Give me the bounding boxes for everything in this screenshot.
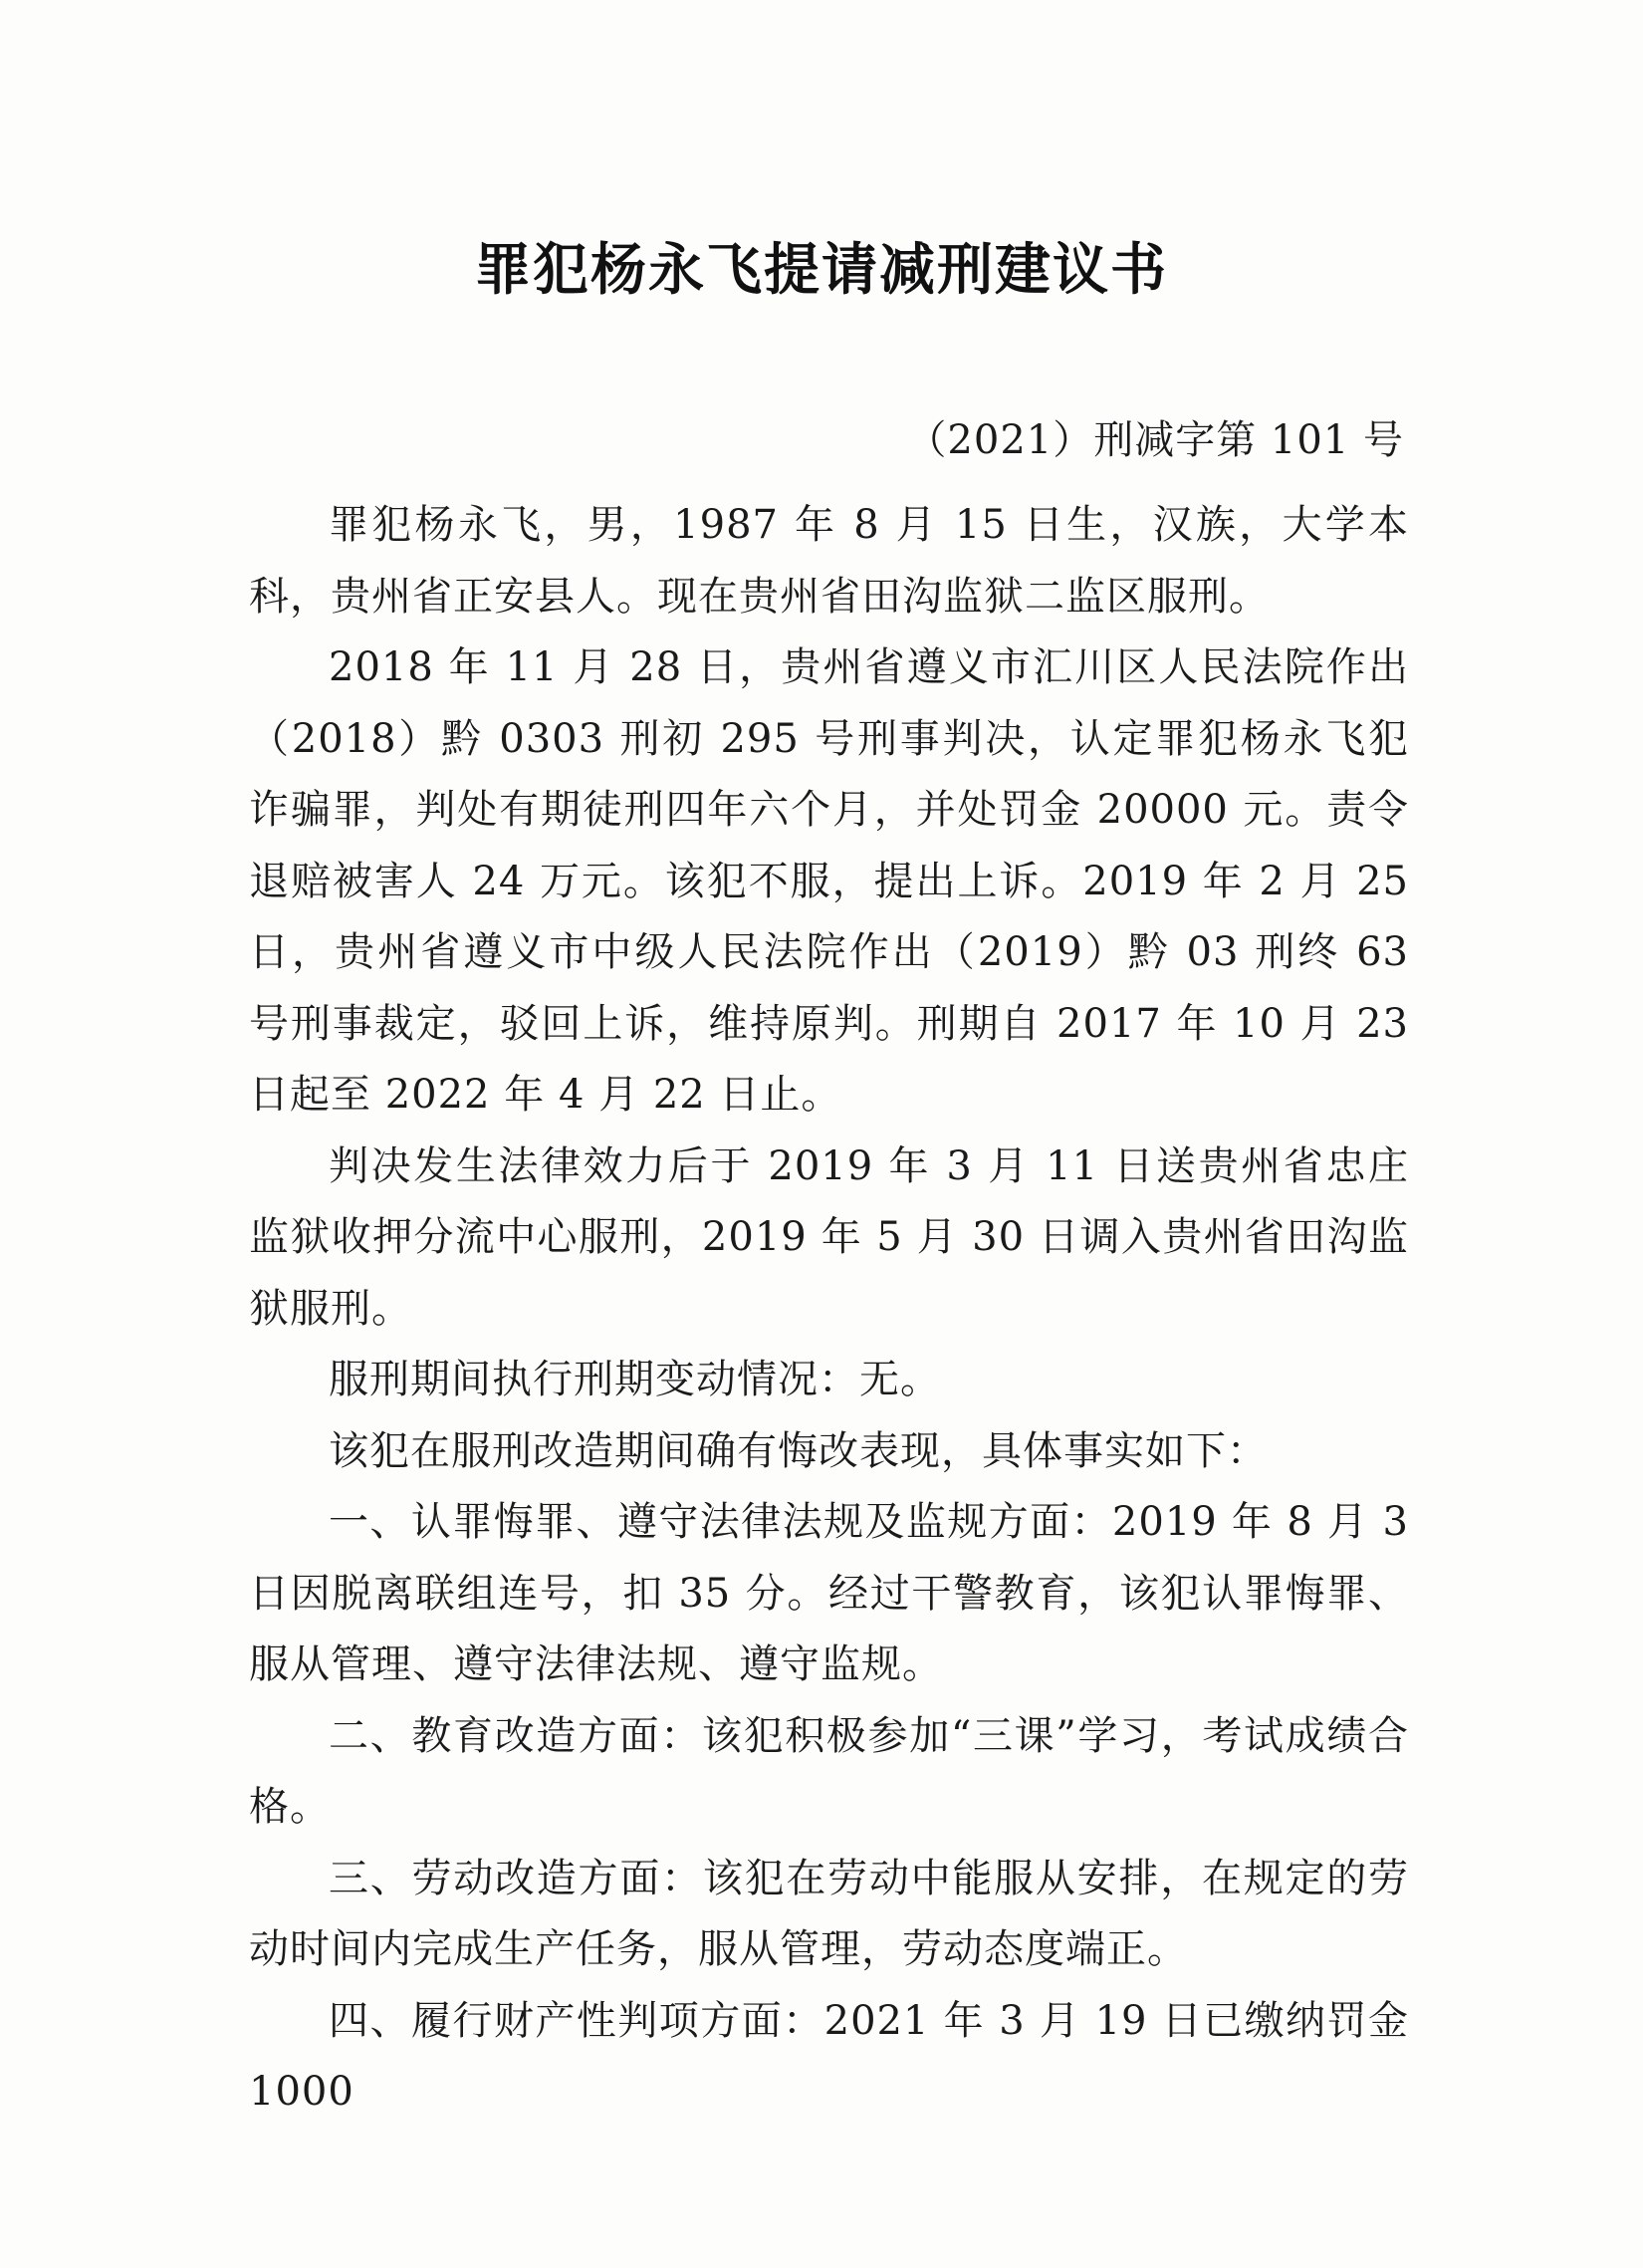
paragraph-item-2: 二、教育改造方面：该犯积极参加“三课”学习，考试成绩合格。: [249, 1712, 1409, 1830]
paragraph-inmate-info: 罪犯杨永飞，男，1987 年 8 月 15 日生，汉族，大学本科，贵州省正安县人。现在贵州省田沟监狱二监区服刑。: [249, 502, 1409, 620]
paragraph-item-3: 三、劳动改造方面：该犯在劳动中能服从安排，在规定的劳动时间内完成生产任务，服从管理，劳动态度端正。: [249, 1855, 1409, 1972]
document-body: [249, 490, 1409, 2129]
paragraph-facts-intro: 该犯在服刑改造期间确有悔改表现，具体事实如下：: [329, 1427, 1268, 1474]
paragraph-item-4: 四、履行财产性判项方面：2021 年 3 月 19 日已缴纳罚金 1000: [249, 1997, 1409, 2115]
document-title: 罪犯杨永飞提请减刑建议书: [475, 238, 1168, 303]
paragraph-sentence-history: 2018 年 11 月 28 日，贵州省遵义市汇川区人民法院作出（2018）黔 0303 刑初 295 号刑事判决，认定罪犯杨永飞犯诈骗罪，判处有期徒刑四年六个月，并处罚金 20000 元。责令退赔被害人 24 万元。该犯不服，提出上诉。2019 年 2 月 25 日，贵州省遵义市中级人民法院作出（2019）黔 03 刑终 63 号刑事裁定，驳回上诉，维持原判。刑期自 2017 年 10 月 23 日起至 2022 年 4 月 22 日止。: [249, 644, 1409, 1118]
paragraph-sentence-changes: 服刑期间执行刑期变动情况：无。: [329, 1357, 941, 1402]
paragraph-item-1: 一、认罪悔罪、遵守法律法规及监规方面：2019 年 8 月 3 日因脱离联组连号，扣 35 分。经过干警教育，该犯认罪悔罪、服从管理、遵守法律法规、遵守监规。: [249, 1499, 1409, 1687]
document-number: （2021）刑减字第 101 号: [906, 417, 1404, 463]
paragraph-transfer: 判决发生法律效力后于 2019 年 3 月 11 日送贵州省忠庄监狱收押分流中心服刑，2019 年 5 月 30 日调入贵州省田沟监狱服刑。: [249, 1142, 1409, 1332]
